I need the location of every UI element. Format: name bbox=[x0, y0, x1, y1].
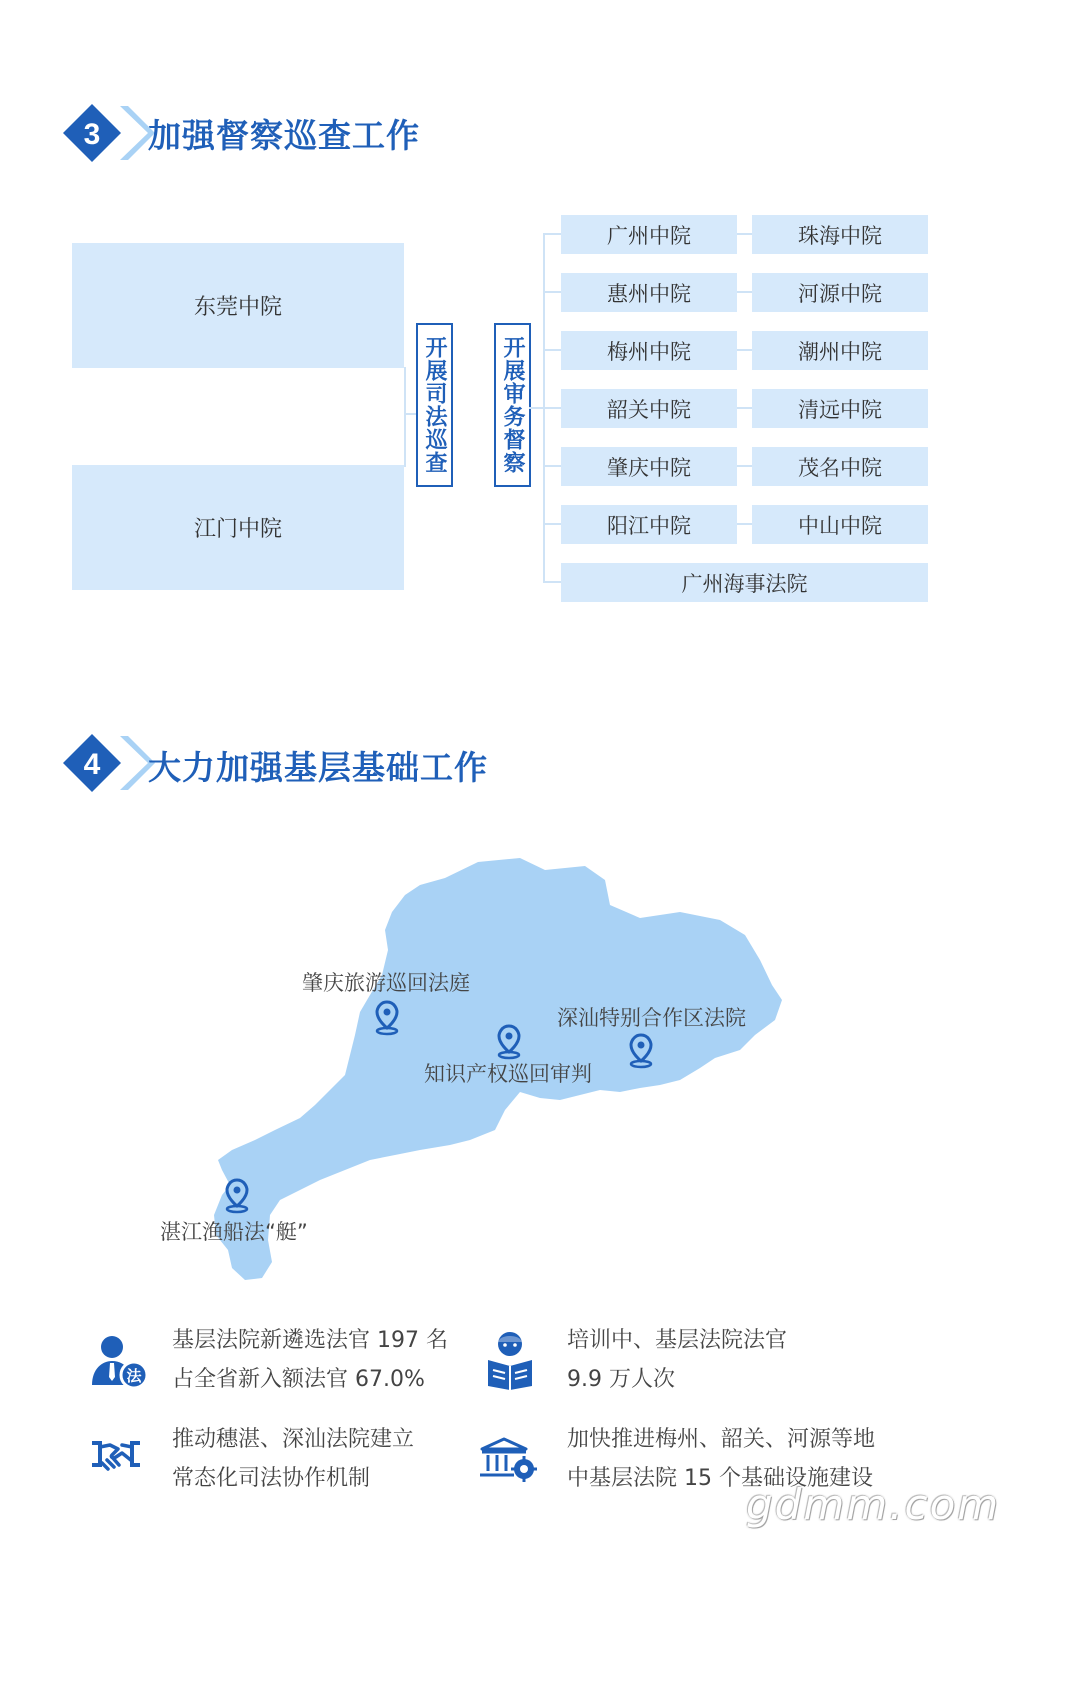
court-box: 韶关中院 bbox=[561, 389, 737, 428]
connector-line bbox=[737, 407, 752, 409]
map-label-ip: 知识产权巡回审判 bbox=[424, 1062, 592, 1086]
reading-person-icon bbox=[484, 1330, 536, 1390]
court-box: 潮州中院 bbox=[752, 331, 928, 370]
connector-line bbox=[543, 581, 561, 583]
connector-line bbox=[543, 523, 561, 525]
connector-line bbox=[543, 465, 561, 467]
court-box: 珠海中院 bbox=[752, 215, 928, 254]
connector-line bbox=[543, 407, 561, 409]
court-name: 江门中院 bbox=[193, 517, 282, 542]
courthouse-gear-icon bbox=[478, 1437, 540, 1483]
left-court-box bbox=[72, 465, 404, 590]
map-label-shenshan: 深汕特别合作区法院 bbox=[557, 1006, 746, 1030]
stat-text: 培训中、基层法院法官 9.9 万人次 bbox=[567, 1328, 788, 1392]
svg-text:法: 法 bbox=[126, 1367, 142, 1385]
connector-line bbox=[737, 291, 752, 293]
connector-line bbox=[737, 233, 752, 235]
section-title-4: 大力加强基层基础工作 bbox=[148, 748, 488, 787]
left-court-box bbox=[72, 243, 404, 368]
stat-text: 加快推进梅州、韶关、河源等地 中基层法院 15 个基础设施建设 bbox=[567, 1427, 876, 1491]
connector-line bbox=[543, 233, 561, 235]
connector-line bbox=[737, 465, 752, 467]
map-label-zhanjiang: 湛江渔船法“艇” bbox=[160, 1220, 308, 1244]
map-label-zhaoqing: 肇庆旅游巡回法庭 bbox=[302, 971, 470, 995]
court-box: 梅州中院 bbox=[561, 331, 737, 370]
court-box: 肇庆中院 bbox=[561, 447, 737, 486]
handshake-icon bbox=[90, 1435, 142, 1475]
maritime-court-box: 广州海事法院 bbox=[561, 563, 928, 602]
connector-line bbox=[737, 523, 752, 525]
section-title-3: 加强督察巡查工作 bbox=[148, 116, 420, 155]
judicial-patrol-label: 开展司法巡查 bbox=[416, 323, 453, 487]
connector-line bbox=[404, 367, 406, 467]
stat-text: 基层法院新遴选法官 197 名 占全省新入额法官 67.0% bbox=[172, 1328, 448, 1392]
svg-text:3: 3 bbox=[83, 118, 101, 151]
connector-line bbox=[543, 349, 561, 351]
court-box: 广州中院 bbox=[561, 215, 737, 254]
stat-text: 推动穗湛、深汕法院建立 常态化司法协作机制 bbox=[172, 1427, 415, 1491]
court-box: 惠州中院 bbox=[561, 273, 737, 312]
connector-line bbox=[543, 291, 561, 293]
court-box: 河源中院 bbox=[752, 273, 928, 312]
court-box: 中山中院 bbox=[752, 505, 928, 544]
court-box: 阳江中院 bbox=[561, 505, 737, 544]
connector-line bbox=[737, 349, 752, 351]
judge-icon bbox=[88, 1333, 152, 1393]
trial-supervision-label: 开展审务督察 bbox=[494, 323, 531, 487]
svg-text:4: 4 bbox=[83, 748, 101, 781]
court-box: 茂名中院 bbox=[752, 447, 928, 486]
watermark-logo: gdmm.com bbox=[746, 1480, 1001, 1529]
court-name: 东莞中院 bbox=[193, 295, 282, 320]
court-box: 清远中院 bbox=[752, 389, 928, 428]
